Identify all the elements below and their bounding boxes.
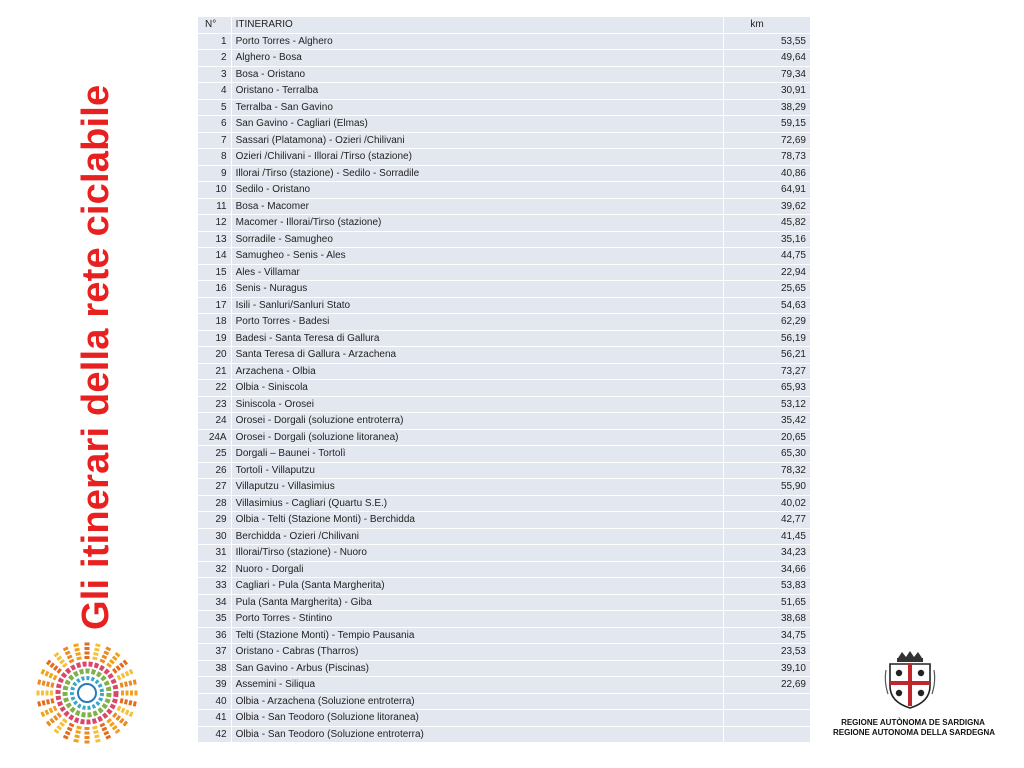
route-km: 39,10 <box>724 660 810 677</box>
route-km: 79,34 <box>724 66 810 83</box>
table-row <box>198 413 810 430</box>
table-row <box>198 330 810 347</box>
route-km: 64,91 <box>724 182 810 199</box>
route-number: 40 <box>198 693 231 710</box>
route-number: 24A <box>198 429 231 446</box>
table-row <box>198 429 810 446</box>
route-name: Olbia - Telti (Stazione Monti) - Berchidda <box>231 512 724 529</box>
route-km: 53,12 <box>724 396 810 413</box>
route-name: Oristano - Terralba <box>231 83 724 100</box>
route-name: Oristano - Cabras (Tharros) <box>231 644 724 661</box>
route-number: 34 <box>198 594 231 611</box>
table-row <box>198 50 810 67</box>
route-number: 42 <box>198 726 231 743</box>
table-row <box>198 462 810 479</box>
route-km <box>724 710 810 727</box>
route-number: 14 <box>198 248 231 265</box>
route-name: Samugheo - Senis - Ales <box>231 248 724 265</box>
route-name: Sedilo - Oristano <box>231 182 724 199</box>
route-name: Isili - Sanluri/Sanluri Stato <box>231 297 724 314</box>
route-name: Sorradile - Samugheo <box>231 231 724 248</box>
table-row <box>198 380 810 397</box>
route-km: 72,69 <box>724 132 810 149</box>
table-row <box>198 132 810 149</box>
route-km: 62,29 <box>724 314 810 331</box>
route-name: Porto Torres - Stintino <box>231 611 724 628</box>
route-name: Ales - Villamar <box>231 264 724 281</box>
table-row <box>198 677 810 694</box>
table-row <box>198 248 810 265</box>
route-name: Bosa - Oristano <box>231 66 724 83</box>
route-km: 73,27 <box>724 363 810 380</box>
route-name: Tortolì - Villaputzu <box>231 462 724 479</box>
route-name: Porto Torres - Badesi <box>231 314 724 331</box>
route-name: Ozieri /Chilivani - Illorai /Tirso (stazione) <box>231 149 724 166</box>
route-km <box>724 726 810 743</box>
page-title: Gli itinerari della rete ciclabile <box>75 84 117 630</box>
route-number: 36 <box>198 627 231 644</box>
route-name: Senis - Nuragus <box>231 281 724 298</box>
route-km: 40,02 <box>724 495 810 512</box>
route-number: 38 <box>198 660 231 677</box>
route-number: 4 <box>198 83 231 100</box>
route-name: Sassari (Platamona) - Ozieri /Chilivani <box>231 132 724 149</box>
route-number: 29 <box>198 512 231 529</box>
table-row <box>198 347 810 364</box>
table-row <box>198 116 810 133</box>
route-number: 20 <box>198 347 231 364</box>
route-name: Santa Teresa di Gallura - Arzachena <box>231 347 724 364</box>
route-number: 15 <box>198 264 231 281</box>
table-row <box>198 611 810 628</box>
route-name: Terralba - San Gavino <box>231 99 724 116</box>
table-row <box>198 281 810 298</box>
route-name: Illorai/Tirso (stazione) - Nuoro <box>231 545 724 562</box>
route-km: 65,30 <box>724 446 810 463</box>
route-name: Bosa - Macomer <box>231 198 724 215</box>
route-km: 38,29 <box>724 99 810 116</box>
route-name: Telti (Stazione Monti) - Tempio Pausania <box>231 627 724 644</box>
route-number: 18 <box>198 314 231 331</box>
table-row <box>198 710 810 727</box>
route-number: 33 <box>198 578 231 595</box>
route-km: 38,68 <box>724 611 810 628</box>
route-name: Badesi - Santa Teresa di Gallura <box>231 330 724 347</box>
route-number: 9 <box>198 165 231 182</box>
route-number: 2 <box>198 50 231 67</box>
route-number: 11 <box>198 198 231 215</box>
route-name: Berchidda - Ozieri /Chilivani <box>231 528 724 545</box>
route-number: 19 <box>198 330 231 347</box>
route-number: 17 <box>198 297 231 314</box>
route-name: Orosei - Dorgali (soluzione litoranea) <box>231 429 724 446</box>
route-km: 44,75 <box>724 248 810 265</box>
route-name: Villaputzu - Villasimius <box>231 479 724 496</box>
route-name: Macomer - Illorai/Tirso (stazione) <box>231 215 724 232</box>
route-km <box>724 693 810 710</box>
route-km: 39,62 <box>724 198 810 215</box>
route-number: 7 <box>198 132 231 149</box>
route-km: 59,15 <box>724 116 810 133</box>
table-row <box>198 215 810 232</box>
route-number: 8 <box>198 149 231 166</box>
region-line-2: REGIONE AUTONOMA DELLA SARDEGNA <box>833 728 996 737</box>
table-row <box>198 149 810 166</box>
table-row <box>198 198 810 215</box>
table-row <box>198 66 810 83</box>
route-km: 45,82 <box>724 215 810 232</box>
route-number: 3 <box>198 66 231 83</box>
route-name: Pula (Santa Margherita) - Giba <box>231 594 724 611</box>
route-number: 12 <box>198 215 231 232</box>
route-name: Orosei - Dorgali (soluzione entroterra) <box>231 413 724 430</box>
table-header-row <box>198 17 810 33</box>
table-row <box>198 396 810 413</box>
route-number: 26 <box>198 462 231 479</box>
route-name: Olbia - San Teodoro (Soluzione litoranea) <box>231 710 724 727</box>
table-row <box>198 297 810 314</box>
route-name: Nuoro - Dorgali <box>231 561 724 578</box>
route-km: 30,91 <box>724 83 810 100</box>
table-row <box>198 528 810 545</box>
header-itinerary: ITINERARIO <box>231 17 724 33</box>
route-number: 28 <box>198 495 231 512</box>
route-km: 42,77 <box>724 512 810 529</box>
route-km: 23,53 <box>724 644 810 661</box>
route-name: Olbia - Arzachena (Soluzione entroterra) <box>231 693 724 710</box>
route-number: 39 <box>198 677 231 694</box>
route-name: Olbia - Siniscola <box>231 380 724 397</box>
table-row <box>198 264 810 281</box>
route-km: 22,94 <box>724 264 810 281</box>
route-km: 34,66 <box>724 561 810 578</box>
route-km: 41,45 <box>724 528 810 545</box>
route-km: 51,65 <box>724 594 810 611</box>
route-number: 27 <box>198 479 231 496</box>
bicycle-network-logo-icon <box>34 640 140 746</box>
route-number: 37 <box>198 644 231 661</box>
route-number: 32 <box>198 561 231 578</box>
route-number: 25 <box>198 446 231 463</box>
table-row <box>198 578 810 595</box>
route-km: 78,32 <box>724 462 810 479</box>
route-number: 30 <box>198 528 231 545</box>
route-km: 53,55 <box>724 33 810 50</box>
sardinia-crest-icon <box>884 650 936 710</box>
table-row <box>198 627 810 644</box>
table-row <box>198 314 810 331</box>
route-number: 35 <box>198 611 231 628</box>
table-row <box>198 512 810 529</box>
table-row <box>198 561 810 578</box>
table-row <box>198 479 810 496</box>
route-km: 54,63 <box>724 297 810 314</box>
table-row <box>198 545 810 562</box>
route-number: 41 <box>198 710 231 727</box>
route-name: Assemini - Siliqua <box>231 677 724 694</box>
route-name: San Gavino - Arbus (Piscinas) <box>231 660 724 677</box>
route-km: 34,75 <box>724 627 810 644</box>
route-number: 24 <box>198 413 231 430</box>
header-km: km <box>724 17 810 33</box>
route-number: 6 <box>198 116 231 133</box>
route-name: Alghero - Bosa <box>231 50 724 67</box>
route-number: 13 <box>198 231 231 248</box>
route-name: Illorai /Tirso (stazione) - Sedilo - Sorradile <box>231 165 724 182</box>
route-km: 53,83 <box>724 578 810 595</box>
table-row <box>198 33 810 50</box>
route-number: 31 <box>198 545 231 562</box>
route-number: 16 <box>198 281 231 298</box>
region-label <box>833 718 996 738</box>
route-number: 5 <box>198 99 231 116</box>
route-km: 40,86 <box>724 165 810 182</box>
route-name: San Gavino - Cagliari (Elmas) <box>231 116 724 133</box>
route-km: 56,19 <box>724 330 810 347</box>
region-line-1: REGIONE AUTÒNOMA DE SARDIGNA <box>841 718 985 727</box>
header-number: N° <box>198 17 231 33</box>
table-row <box>198 594 810 611</box>
table-row <box>198 644 810 661</box>
route-km: 56,21 <box>724 347 810 364</box>
route-name: Porto Torres - Alghero <box>231 33 724 50</box>
route-number: 22 <box>198 380 231 397</box>
route-number: 23 <box>198 396 231 413</box>
table-row <box>198 165 810 182</box>
table-row <box>198 83 810 100</box>
route-km: 35,16 <box>724 231 810 248</box>
table-row <box>198 693 810 710</box>
table-row <box>198 660 810 677</box>
route-name: Villasimius - Cagliari (Quartu S.E.) <box>231 495 724 512</box>
table-row <box>198 182 810 199</box>
table-row <box>198 363 810 380</box>
route-km: 55,90 <box>724 479 810 496</box>
table-row <box>198 495 810 512</box>
route-km: 78,73 <box>724 149 810 166</box>
route-name: Arzachena - Olbia <box>231 363 724 380</box>
route-km: 34,23 <box>724 545 810 562</box>
route-number: 21 <box>198 363 231 380</box>
table-row <box>198 726 810 743</box>
route-km: 35,42 <box>724 413 810 430</box>
itinerary-table <box>198 17 810 743</box>
route-name: Olbia - San Teodoro (Soluzione entroterra) <box>231 726 724 743</box>
route-name: Cagliari - Pula (Santa Margherita) <box>231 578 724 595</box>
route-km: 25,65 <box>724 281 810 298</box>
route-km: 20,65 <box>724 429 810 446</box>
table-row <box>198 231 810 248</box>
route-km: 22,69 <box>724 677 810 694</box>
route-number: 10 <box>198 182 231 199</box>
route-number: 1 <box>198 33 231 50</box>
table-row <box>198 99 810 116</box>
table-row <box>198 446 810 463</box>
route-name: Dorgali – Baunei - Tortolì <box>231 446 724 463</box>
route-km: 49,64 <box>724 50 810 67</box>
route-km: 65,93 <box>724 380 810 397</box>
route-name: Siniscola - Orosei <box>231 396 724 413</box>
